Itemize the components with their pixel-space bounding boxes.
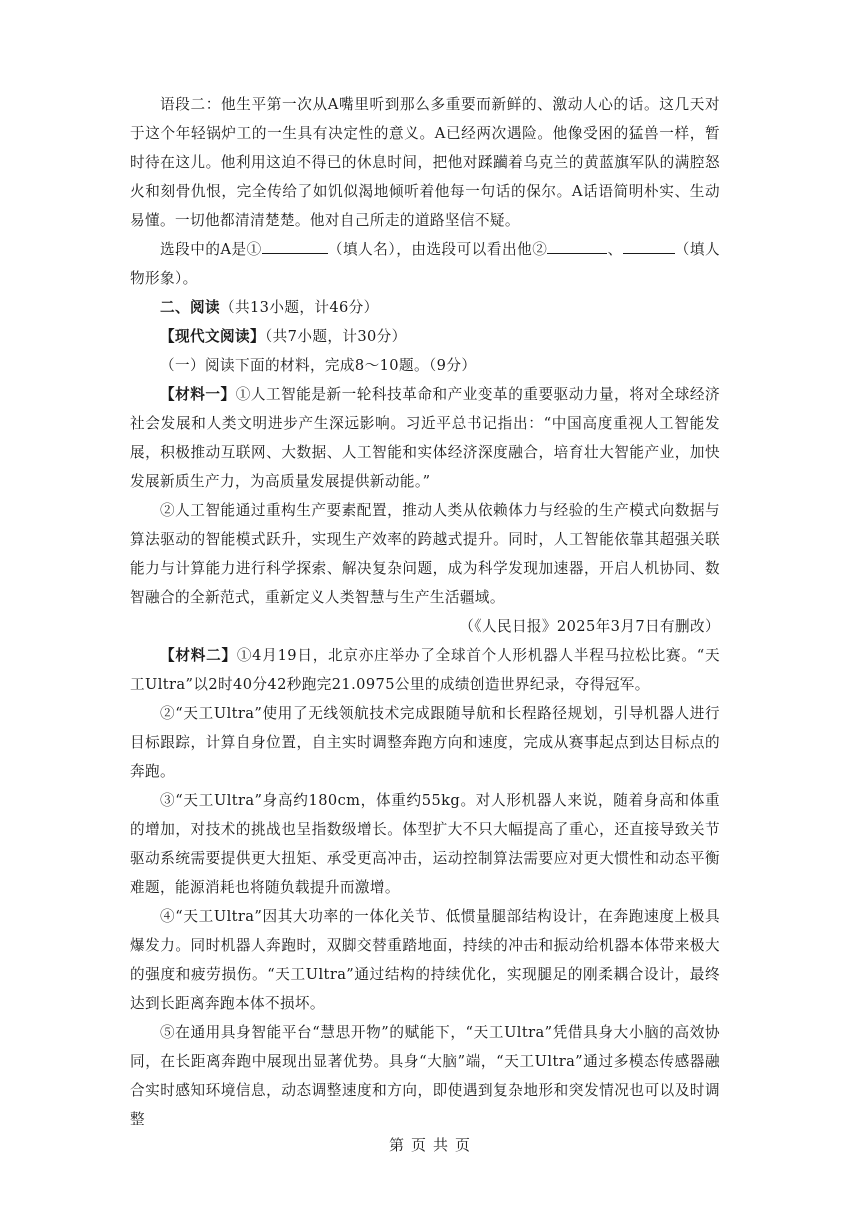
answer-blank-1[interactable] [262,238,328,254]
answer-blank-3[interactable] [623,238,675,254]
question7 [130,235,720,293]
passage2-paragraph: 语段二：他生平第一次从A嘴里听到那么多重要而新鲜的、激动人心的话。这几天对于这个年轻锅炉工的一生具有决定性的意义。A已经两次遇险。他像受困的猛兽一样，暂时待在这儿。他利用这迫不得已的休息时间，把他对蹂躏着乌克兰的黄蓝旗军队的满腔怒火和刻骨仇恨，完全传给了如饥似渴地倾听着他每一句话的保尔。A话语简明朴实、生动易懂。一切他都清清楚楚。他对自己所走的道路坚信不疑。 [130,96,720,229]
footer-gong: 共 [433,1136,450,1154]
material1-paragraph1 [130,380,720,496]
material2-paragraph2: ②“天工Ultra”使用了无线领航技术完成跟随导航和长程路径规划，引导机器人进行目标跟踪，计算自身位置，自主实时调整奔跑方向和速度，完成从赛事起点到达目标点的奔跑。 [130,705,720,780]
question7-part1: 选段中的A是① [160,241,262,258]
footer-di: 第 [388,1136,405,1154]
group1-instruction: （一）阅读下面的材料，完成8～10题。（9分） [160,357,477,374]
section2-note: （共13小题，计46分） [219,299,379,316]
material2-paragraph3: ③“天工Ultra”身高约180cm，体重约55kg。对人形机器人来说，随着身高和体重的增加，对技术的挑战也呈指数级增长。体型扩大不只大幅提高了重心，还直接导致关节驱动系统需要提供更大扭矩、承受更高冲击，运动控制算法需要应对更大惯性和动态平衡难题，能源消耗也将随负载提升而激增。 [130,792,720,896]
modern-reading-heading [130,322,720,351]
material2-paragraph5: ⑤在通用具身智能平台“慧思开物”的赋能下，“天工Ultra”凭借具身大小脑的高效协同，在长距离奔跑中展现出显著优势。具身“大脑”端，“天工Ultra”通过多模态传感器融合实时感知环境信息，动态调整速度和方向，即使遇到复杂地形和突发情况也可以及时调整 [130,1024,720,1128]
modern-reading-title: 【现代文阅读】 [160,328,265,345]
section2-title: 二、阅读 [160,299,220,316]
page-footer [0,1134,860,1155]
footer-ye1: 页 [410,1136,427,1154]
question7-part4: （填人物形象）。 [130,241,720,287]
section2-heading [130,293,720,322]
material2-paragraph4: ④“天工Ultra”因其大功率的一体化关节、低惯量腿部结构设计，在奔跑速度上极具爆发力。同时机器人奔跑时，双脚交替重踏地面，持续的冲击和振动给机器本体带来极大的强度和疲劳损伤。“天工Ultra”通过结构的持续优化，实现腿足的刚柔耦合设计，最终达到长距离奔跑本体不损坏。 [130,908,720,1012]
question7-part2: （填人名），由选段可以看出他② [327,241,548,258]
material1-label: 【材料一】 [160,386,236,403]
material1-p1-text: ①人工智能是新一轮科技革命和产业变革的重要驱动力量，将对全球经济社会发展和人类文明进步产生深远影响。习近平总书记指出：“中国高度重视人工智能发展，积极推动互联网、大数据、人工智能和实体经济深度融合，培育壮大智能产业，加快发展新质生产力，为高质量发展提供新动能。” [130,386,720,490]
modern-reading-note: （共7小题，计30分） [264,328,407,345]
footer-ye2: 页 [455,1136,472,1154]
material1-source: （《人民日报》2025年3月7日有删改） [459,618,720,635]
material1-paragraph2: ②人工智能通过重构生产要素配置，推动人类从依赖体力与经验的生产模式向数据与算法驱动的智能模式跃升，实现生产效率的跨越式提升。同时，人工智能依靠其超强关联能力与计算能力进行科学探索、解决复杂问题，成为科学发现加速器，开启人机协同、数智融合的全新范式，重新定义人类智慧与生产生活疆域。 [130,502,720,606]
material2-label: 【材料二】 [160,647,237,664]
material2-p1-text: ①4月19日，北京亦庄举办了全球首个人形机器人半程马拉松比赛。“天工Ultra”以2时40分42秒跑完21.0975公里的成绩创造世界纪录，夺得冠军。 [130,647,720,693]
page-content [130,90,720,1134]
question7-part3: 、 [607,241,623,258]
material2-paragraph1 [130,641,720,699]
answer-blank-2[interactable] [547,238,607,254]
